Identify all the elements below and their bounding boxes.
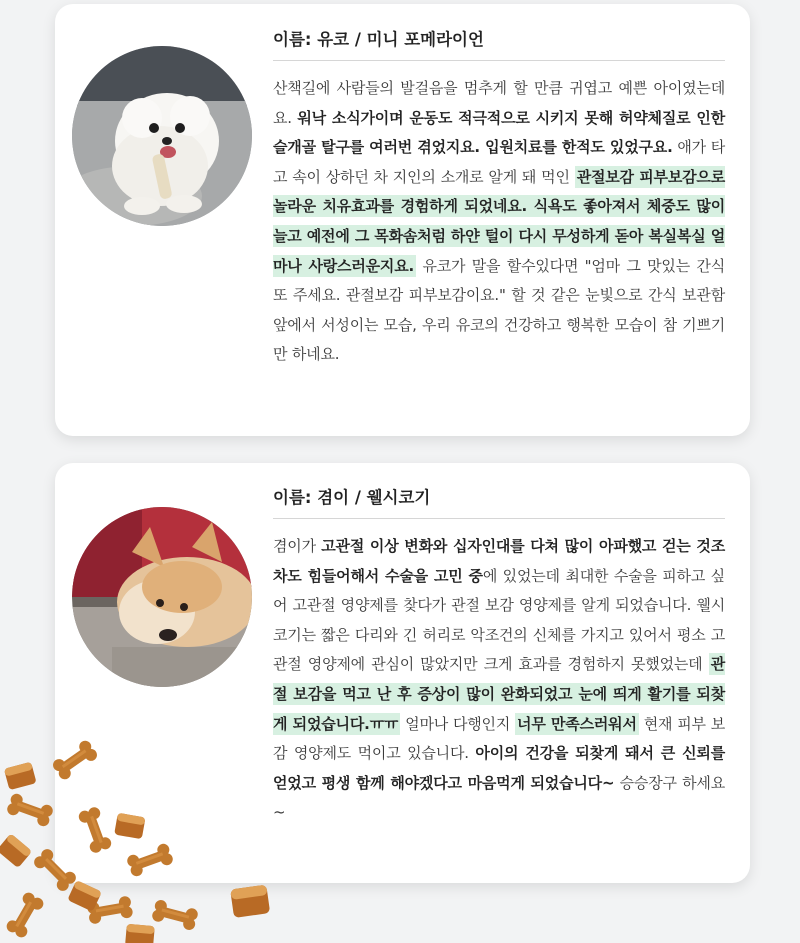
text-plain: 얼마나 다행인지 bbox=[400, 714, 516, 733]
testimonial-card-yuko bbox=[55, 4, 750, 436]
text-plain: 유코가 말을 할수있다면 "엄마 그 맛있는 간식 또 주세요. 관절보감 피부보감이요." 할 것 같은 눈빛으로 간식 보관함 앞에서 서성이는 모습, 우리 유코의 건강하고 행복한 모습이 참 기쁘기만 하네요. bbox=[273, 256, 725, 364]
cube-treat bbox=[4, 762, 37, 790]
text-bold: 워낙 소식가이며 운동도 적극적으로 시키지 못해 허약체질로 인한 슬개골 탈구를 여러번 겪었지요. 입원치료를 한적도 있었구요. bbox=[273, 108, 725, 157]
bone-treat bbox=[6, 792, 55, 828]
bone-treat bbox=[151, 899, 199, 932]
dog-name-title: 이름: 유코 / 미니 포메라이언 bbox=[273, 26, 725, 61]
corgi-photo bbox=[72, 507, 252, 687]
text-plain: 겸이가 bbox=[273, 537, 322, 555]
cube-treat bbox=[230, 885, 270, 918]
testimonial-content bbox=[273, 484, 725, 828]
text-bold: 아이의 건강을 되찾게 돼서 큰 신뢰를 얻었고 평생 함께 해야겠다고 마음먹게 되었습니다~ bbox=[273, 744, 725, 792]
cube-treat bbox=[0, 833, 32, 868]
text-plain: 에 있었는데 최대한 수술을 피하고 싶어 고관절 영양제를 찾다가 관절 보감 영양제를 알게 되었습니다. 웰시코기는 짧은 다리와 긴 허리로 악조건의 신체를 가지고 있어서 평소 고관절 영양제에 관심이 많았지만 크게 효과를 경험하지 못했었는데 bbox=[273, 566, 725, 674]
text-highlight: 관절 보감을 먹고 난 후 증상이 많이 완화되었고 눈에 띄게 활기를 되찾게 되었습니다.ㅠㅠ bbox=[273, 655, 725, 733]
pomeranian-photo bbox=[72, 46, 252, 226]
text-highlight: 관절보감 피부보감으로 놀라운 치유효과를 경험하게 되었네요. 식욕도 좋아져서 체중도 많이 늘고 예전에 그 목화솜처럼 하얀 털이 다시 무성하게 돋아 복실복실 얼마나 사랑스러운지요. bbox=[273, 167, 725, 275]
text-highlight: 너무 만족스러워서 bbox=[517, 714, 637, 733]
bone-treat bbox=[4, 890, 45, 939]
dog-name-title: 이름: 겸이 / 웰시코기 bbox=[273, 484, 725, 519]
cube-treat bbox=[67, 880, 102, 912]
testimonial-card-gyeom bbox=[55, 463, 750, 883]
testimonial-text bbox=[273, 532, 725, 828]
testimonial-content bbox=[273, 26, 725, 370]
testimonial-text bbox=[273, 74, 725, 370]
text-bold: 고관절 이상 변화와 십자인대를 다쳐 많이 아파했고 걷는 것조차도 힘들어해서 수술을 고민 중 bbox=[273, 537, 725, 585]
text-plain: 애가 타고 속이 상하던 차 지인의 소개로 알게 돼 먹인 bbox=[273, 138, 725, 186]
cube-treat bbox=[125, 924, 155, 943]
text-plain: 현재 피부 보감 영양제도 먹이고 있습니다. bbox=[273, 714, 726, 763]
text-plain: 승승장구 하세요~ bbox=[273, 773, 725, 822]
bone-treat bbox=[86, 895, 133, 924]
text-plain: 산책길에 사람들의 발걸음을 멈추게 할 만큼 귀엽고 예쁜 아이였는데요. bbox=[273, 79, 725, 127]
